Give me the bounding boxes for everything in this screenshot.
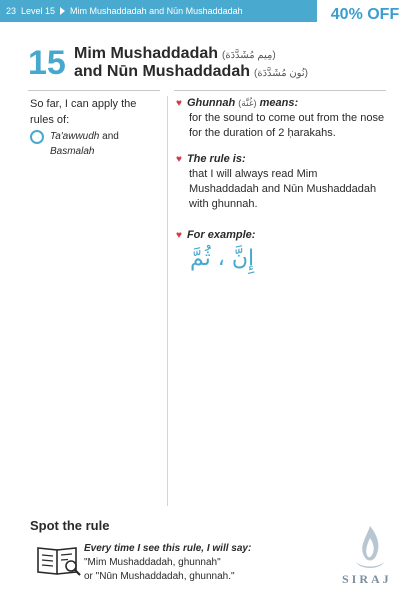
rule-and: and <box>99 131 119 142</box>
heart-icon: ♥ <box>176 98 182 109</box>
breadcrumb-topic: Mim Mushaddadah and Nūn Mushaddadah <box>70 6 243 16</box>
column-divider <box>167 96 168 506</box>
page-number: 23 <box>6 6 17 16</box>
example-arabic: إِنَّ ، ثُمَّ <box>190 246 255 271</box>
spot-line-1: Every time I see this rule, I will say: <box>84 543 252 554</box>
lesson-title-text-2: and Nūn Mushaddadah <box>74 63 250 80</box>
spot-line-2: "Mim Mushaddadah, ghunnah" <box>84 557 221 568</box>
spot-line-3: or "Nūn Mushaddadah, ghunnah." <box>84 571 235 582</box>
rule-definition <box>176 152 386 212</box>
ghunnah-term: Ghunnah <box>186 97 236 109</box>
siraj-logo-text: SIRAJ <box>342 572 392 586</box>
chevron-right-icon <box>60 7 65 15</box>
sale-badge: 40% OFF <box>317 0 413 30</box>
circle-bullet-icon <box>30 130 44 144</box>
rule-list-text <box>50 129 119 159</box>
spot-the-rule-text <box>84 542 314 584</box>
example-heading: For example: <box>186 229 256 241</box>
rule-taawwudh: Ta'awwudh <box>50 131 100 142</box>
rule-heading: The rule is: <box>186 153 246 165</box>
lesson-title-text-1: Mim Mushaddadah <box>74 45 219 62</box>
lesson-title-arabic-1: (مِيم مُشَدَّدَة) <box>222 50 276 61</box>
ghunnah-means-label: means: <box>256 97 299 109</box>
rule-body: that I will always read Mim Mushaddadah and Nūn Mushaddadah with ghunnah. <box>189 168 377 210</box>
ghunnah-body: for the sound to come out from the nose for the duration of 2 ḥarakahs. <box>189 112 385 139</box>
book-magnifier-icon <box>35 542 83 578</box>
lesson-title-line-2 <box>74 63 308 81</box>
ghunnah-definition <box>176 96 386 141</box>
rule-list-item <box>30 129 160 159</box>
lesson-title-line-1 <box>74 45 276 63</box>
heart-icon: ♥ <box>176 154 182 165</box>
heart-icon: ♥ <box>176 230 182 241</box>
divider-left <box>28 90 160 91</box>
breadcrumb <box>0 6 243 16</box>
ghunnah-arabic: (غُنَّة) <box>238 98 257 108</box>
spot-the-rule-title: Spot the rule <box>30 518 110 533</box>
example-block <box>176 228 386 243</box>
lesson-title-arabic-2: (نُون مُشَدَّدَة) <box>254 68 308 79</box>
rule-basmalah: Basmalah <box>50 146 95 157</box>
breadcrumb-level: Level 15 <box>21 6 56 16</box>
rules-intro: So far, I can apply the rules of: <box>30 98 137 126</box>
lesson-number: 15 <box>28 44 66 82</box>
divider-right <box>174 90 386 91</box>
